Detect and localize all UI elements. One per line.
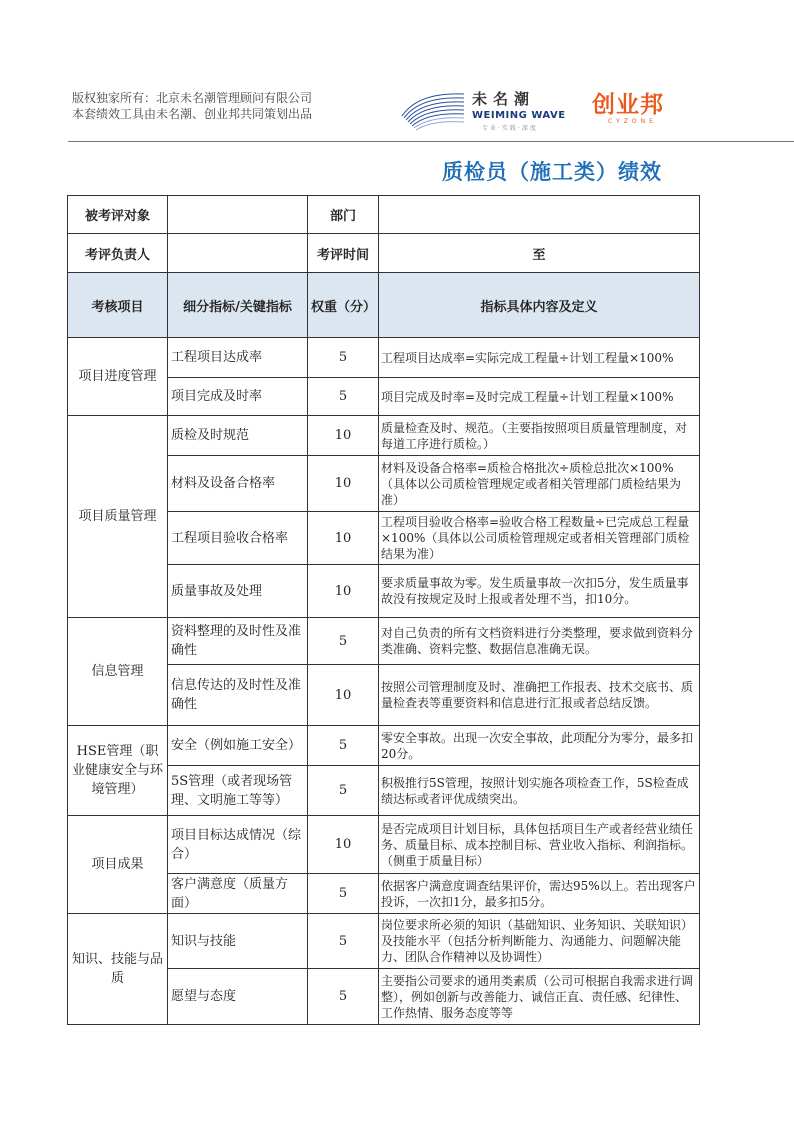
target-value-cell[interactable] — [168, 196, 308, 234]
weight-cell: 5 — [308, 378, 379, 416]
indicator-cell: 工程项目达成率 — [168, 338, 308, 378]
weight-cell: 10 — [308, 565, 379, 618]
indicator-cell: 5S管理（或者现场管理、文明施工等等） — [168, 766, 308, 816]
weight-cell: 5 — [308, 969, 379, 1025]
weight-cell: 10 — [308, 456, 379, 512]
weight-cell: 10 — [308, 665, 379, 726]
definition-cell: 材料及设备合格率=质检合格批次÷质检总批次×100%（具体以公司质检管理规定或者相关管理部门质检结果为准） — [379, 456, 700, 512]
weight-cell: 5 — [308, 874, 379, 914]
table-row — [68, 726, 700, 766]
category-cell: 知识、技能与品质 — [68, 914, 168, 1025]
wave-swirl-icon — [398, 86, 470, 134]
indicator-cell: 质量事故及处理 — [168, 565, 308, 618]
weight-cell: 5 — [308, 914, 379, 969]
category-cell: 项目成果 — [68, 816, 168, 914]
definition-cell: 主要指公司要求的通用类素质（公司可根据自我需求进行调整），例如创新与改善能力、诚信正直、责任感、纪律性、工作热情、服务态度等等 — [379, 969, 700, 1025]
category-cell: HSE管理（职业健康安全与环境管理） — [68, 726, 168, 816]
period-separator[interactable]: 至 — [379, 234, 700, 273]
definition-cell: 对自己负责的所有文档资料进行分类整理，要求做到资料分类准确、资料完整、数据信息准确无误。 — [379, 618, 700, 665]
definition-cell: 工程项目达成率=实际完成工程量÷计划工程量×100% — [379, 338, 700, 378]
weight-cell: 10 — [308, 416, 379, 456]
evaluation-table — [67, 195, 700, 1025]
weight-cell: 10 — [308, 512, 379, 565]
page-title: 质检员（施工类）绩效 — [442, 160, 662, 184]
col-header-indicator: 细分指标/关键指标 — [168, 273, 308, 338]
col-header-definition: 指标具体内容及定义 — [379, 273, 700, 338]
dept-label: 部门 — [308, 196, 379, 234]
definition-cell: 要求质量事故为零。发生质量事故一次扣5分，发生质量事故没有按规定及时上报或者处理不当，扣10分。 — [379, 565, 700, 618]
definition-cell: 依据客户满意度调查结果评价，需达95%以上。若出现客户投诉，一次扣1分，最多扣5分。 — [379, 874, 700, 914]
definition-cell: 积极推行5S管理，按照计划实施各项检查工作，5S检查成绩达标或者评优成绩突出。 — [379, 766, 700, 816]
table-row — [68, 914, 700, 969]
col-header-weight: 权重（分） — [308, 273, 379, 338]
table-row — [68, 816, 700, 874]
indicator-cell: 资料整理的及时性及准确性 — [168, 618, 308, 665]
copyright-notice — [72, 90, 312, 122]
column-header-row — [68, 273, 700, 338]
category-cell: 项目质量管理 — [68, 416, 168, 618]
weight-cell: 5 — [308, 726, 379, 766]
indicator-cell: 项目目标达成情况（综合） — [168, 816, 308, 874]
indicator-cell: 愿望与态度 — [168, 969, 308, 1025]
dept-value-cell[interactable] — [379, 196, 700, 234]
indicator-cell: 材料及设备合格率 — [168, 456, 308, 512]
weight-cell: 5 — [308, 338, 379, 378]
table-row — [68, 416, 700, 456]
category-cell: 项目进度管理 — [68, 338, 168, 416]
category-cell: 信息管理 — [68, 618, 168, 726]
definition-cell: 是否完成项目计划目标，具体包括项目生产或者经营业绩任务、质量目标、成本控制目标、营业收入指标、利润指标。（侧重于质量目标） — [379, 816, 700, 874]
period-label: 考评时间 — [308, 234, 379, 273]
col-header-item: 考核项目 — [68, 273, 168, 338]
weiming-slogan: 专业·实践·深度 — [482, 125, 538, 132]
weiming-en-name: WEIMING WAVE — [472, 110, 566, 121]
weight-cell: 5 — [308, 618, 379, 665]
definition-cell: 质量检查及时、规范。（主要指按照项目质量管理制度，对每道工序进行质检。） — [379, 416, 700, 456]
definition-cell: 岗位要求所必须的知识（基础知识、业务知识、关联知识）及技能水平（包括分析判断能力、沟通能力、问题解决能力、团队合作精神以及协调性） — [379, 914, 700, 969]
form-row-target — [68, 196, 700, 234]
definition-cell: 工程项目验收合格率=验收合格工程数量÷已完成总工程量×100%（具体以公司质检管理规定或者相关管理部门质检结果为准） — [379, 512, 700, 565]
weiming-wave-logo — [398, 86, 568, 134]
weight-cell: 5 — [308, 766, 379, 816]
indicator-cell: 知识与技能 — [168, 914, 308, 969]
definition-cell: 零安全事故。出现一次安全事故，此项配分为零分，最多扣20分。 — [379, 726, 700, 766]
indicator-cell: 质检及时规范 — [168, 416, 308, 456]
indicator-cell: 安全（例如施工安全） — [168, 726, 308, 766]
reviewer-label: 考评负责人 — [68, 234, 168, 273]
indicator-cell: 信息传达的及时性及准确性 — [168, 665, 308, 726]
target-label: 被考评对象 — [68, 196, 168, 234]
weiming-cn-name: 未名潮 — [472, 90, 536, 108]
indicator-cell: 客户满意度（质量方面） — [168, 874, 308, 914]
weight-cell: 10 — [308, 816, 379, 874]
cyzone-en-name: CYZONE — [608, 118, 657, 125]
form-row-reviewer — [68, 234, 700, 273]
indicator-cell: 工程项目验收合格率 — [168, 512, 308, 565]
indicator-cell: 项目完成及时率 — [168, 378, 308, 416]
definition-cell: 项目完成及时率=及时完成工程量÷计划工程量×100% — [379, 378, 700, 416]
header-divider — [68, 141, 794, 142]
cyzone-cn-name: 创业邦 — [592, 92, 664, 118]
cyzone-logo — [592, 92, 664, 125]
table-row — [68, 618, 700, 665]
copyright-line-1: 版权独家所有：北京未名潮管理顾问有限公司 — [72, 91, 313, 105]
table-row — [68, 338, 700, 378]
definition-cell: 按照公司管理制度及时、准确把工作报表、技术交底书、质量检查表等重要资料和信息进行汇报或者总结反馈。 — [379, 665, 700, 726]
copyright-line-2: 本套绩效工具由未名潮、创业邦共同策划出品 — [72, 107, 313, 121]
reviewer-value-cell[interactable] — [168, 234, 308, 273]
